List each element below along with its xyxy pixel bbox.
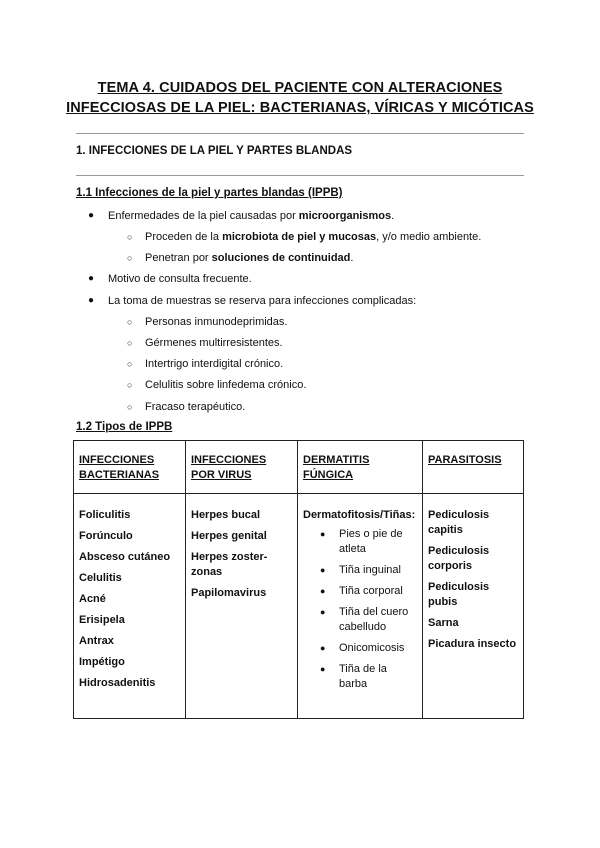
bullet-icon: ● (88, 295, 95, 306)
text: Celulitis sobre linfedema crónico. (145, 379, 307, 391)
list-item: Herpes zoster-zonas (191, 551, 268, 578)
list-item-toma-muestras (88, 294, 417, 308)
text: Tiña corporal (339, 585, 403, 597)
circle-bullet-icon: ○ (127, 317, 133, 327)
header-parasitosis: PARASITOSIS (428, 454, 502, 466)
bullet-icon: ● (320, 607, 326, 617)
circle-bullet-icon: ○ (127, 253, 133, 263)
bullet-icon: ● (88, 210, 95, 221)
table-header-row (74, 441, 524, 494)
fungica-title: Dermatofitosis/Tiñas: (303, 509, 416, 521)
list-item (303, 584, 417, 599)
list-item-celulitis-linfedema (127, 378, 307, 392)
list-item: Herpes bucal (191, 509, 261, 521)
text-post: . (391, 210, 395, 222)
bullet-icon: ● (320, 664, 326, 674)
list-item: Sarna (428, 617, 459, 629)
circle-bullet-icon: ○ (127, 402, 133, 412)
header-cell (186, 441, 298, 494)
text-pre: Proceden de la (145, 231, 223, 243)
cell-parasitosis (423, 494, 524, 719)
text-pre: Enfermedades de la piel causadas por (108, 210, 299, 222)
list-item: Papilomavirus (191, 587, 267, 599)
table-body-row (74, 494, 524, 719)
list-item: Foliculitis (79, 509, 131, 521)
list-item: Antrax (79, 635, 114, 647)
section-heading-1: 1. INFECCIONES DE LA PIEL Y PARTES BLANDAS (76, 145, 353, 157)
cell-fungica (298, 494, 423, 719)
bullet-icon: ● (320, 529, 326, 539)
list-item: Acné (79, 593, 106, 605)
circle-bullet-icon: ○ (127, 380, 133, 390)
document-title (60, 78, 540, 118)
list-item (303, 527, 417, 557)
text: Motivo de consulta frecuente. (108, 273, 252, 285)
list-item: Celulitis (79, 572, 122, 584)
list-item: Picadura insecto (428, 638, 517, 650)
text-bold: microorganismos (298, 210, 392, 222)
list-item-microorganismos (88, 209, 395, 223)
list-item (303, 662, 417, 692)
text-post: , y/o medio ambiente. (376, 231, 482, 243)
text: Gérmenes multirresistentes. (145, 337, 283, 349)
header-fungica: DERMATITIS FÚNGICA (303, 454, 370, 481)
list-item-inmunodeprimidas (127, 315, 288, 329)
ippb-types-table (73, 440, 524, 719)
text-pre: Penetran por (145, 252, 212, 264)
text: Tiña inguinal (339, 564, 401, 576)
text: Tiña del cuero cabelludo (339, 606, 409, 633)
text-post: . (350, 252, 354, 264)
list-item-fracaso (127, 400, 246, 414)
list-item: Forúnculo (79, 530, 133, 542)
circle-bullet-icon: ○ (127, 232, 133, 242)
list-item-intertrigo (127, 357, 284, 371)
list-item: Pediculosis capitis (428, 509, 490, 536)
list-item (303, 563, 417, 578)
text: La toma de muestras se reserva para infecciones complicadas: (108, 295, 417, 307)
bullet-icon: ● (320, 565, 326, 575)
divider-bottom (76, 175, 524, 176)
title-line-1: TEMA 4. CUIDADOS DEL PACIENTE CON ALTERACIONES (97, 80, 503, 96)
list-item: Absceso cutáneo (79, 551, 171, 563)
list-item-multirresistentes (127, 336, 283, 350)
text: Intertrigo interdigital crónico. (145, 358, 284, 370)
divider-top (76, 133, 524, 134)
cell-bacterianas (74, 494, 186, 719)
subsection-heading-1-1: 1.1 Infecciones de la piel y partes blandas (IPPB) (76, 187, 343, 199)
list-item-soluciones (127, 251, 354, 265)
bullet-icon: ● (88, 273, 95, 284)
text: Pies o pie de atleta (339, 528, 403, 555)
text: Fracaso terapéutico. (145, 401, 246, 413)
list-item-motivo (88, 272, 252, 286)
list-item (303, 641, 417, 656)
fungica-list (303, 527, 417, 692)
list-item (303, 605, 417, 635)
text: Personas inmunodeprimidas. (145, 316, 288, 328)
text: Onicomicosis (339, 642, 405, 654)
list-item: Erisipela (79, 614, 125, 626)
text-bold: soluciones de continuidad (211, 252, 351, 264)
header-virus: INFECCIONES POR VIRUS (191, 454, 267, 481)
circle-bullet-icon: ○ (127, 359, 133, 369)
list-item: Impétigo (79, 656, 125, 668)
list-item: Hidrosadenitis (79, 677, 156, 689)
text-bold: microbiota de piel y mucosas (222, 231, 377, 243)
cell-virus (186, 494, 298, 719)
header-cell (74, 441, 186, 494)
list-item: Pediculosis pubis (428, 581, 490, 608)
list-item: Herpes genital (191, 530, 267, 542)
title-line-2: INFECCIOSAS DE LA PIEL: BACTERIANAS, VÍRICAS Y MICÓTICAS (66, 100, 534, 116)
header-bacterianas: INFECCIONES BACTERIANAS (79, 454, 160, 481)
list-item: Pediculosis corporis (428, 545, 490, 572)
list-item-microbiota (127, 230, 482, 244)
subsection-heading-1-2: 1.2 Tipos de IPPB (76, 421, 173, 433)
bullet-icon: ● (320, 586, 326, 596)
bullet-icon: ● (320, 643, 326, 653)
header-cell (423, 441, 524, 494)
header-cell (298, 441, 423, 494)
circle-bullet-icon: ○ (127, 338, 133, 348)
text: Tiña de la barba (339, 663, 387, 690)
